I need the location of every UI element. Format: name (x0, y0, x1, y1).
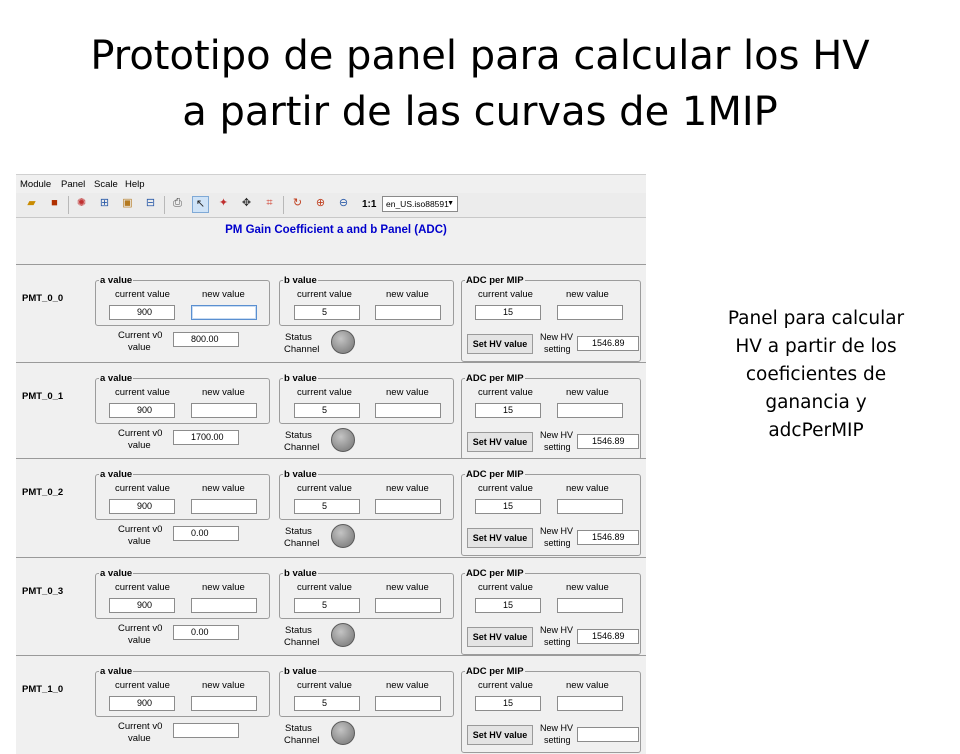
new-hv-setting-label: setting (544, 735, 571, 745)
adc-per-mip-legend: ADC per MIP (466, 666, 524, 677)
adc-new-field[interactable] (557, 598, 623, 613)
adc-current-field[interactable]: 15 (475, 403, 541, 418)
channel-label: Channel (284, 442, 320, 453)
status-led (331, 330, 355, 354)
menu-panel[interactable]: Panel (61, 179, 86, 190)
pmt-name: PMT_1_0 (22, 684, 64, 695)
status-label: Status (285, 723, 312, 734)
locale-value: en_US.iso88591 (386, 199, 449, 209)
adc-per-mip-legend: ADC per MIP (466, 568, 524, 579)
b-new-field[interactable] (375, 305, 441, 320)
status-led (331, 524, 355, 548)
pmt-row (16, 655, 646, 754)
a-current-field[interactable]: 900 (109, 598, 175, 613)
side-note-line: ganancia y (765, 392, 867, 413)
b-value-legend: b value (284, 275, 317, 286)
current-value-label: current value (478, 680, 533, 691)
b-new-field[interactable] (375, 403, 441, 418)
locale-select[interactable] (382, 196, 458, 212)
a-value-legend: a value (100, 373, 133, 384)
current-v0-label: Current v0 (118, 721, 163, 732)
adc-per-mip-group (461, 276, 641, 362)
open-folder-icon[interactable]: ▰ (27, 197, 36, 209)
b-value-legend: b value (284, 373, 317, 384)
new-value-label: new value (566, 483, 609, 494)
status-led (331, 623, 355, 647)
new-value-label: new value (566, 582, 609, 593)
channel-label: Channel (284, 637, 320, 648)
set-hv-button[interactable]: Set HV value (467, 334, 533, 354)
b-value-group (279, 276, 454, 326)
new-hv-label: New HV (540, 430, 574, 440)
a-current-field[interactable]: 900 (109, 403, 175, 418)
a-value-group (95, 374, 270, 424)
new-hv-label: New HV (540, 526, 574, 536)
a-value-legend: a value (100, 666, 133, 677)
a-current-field[interactable]: 900 (109, 499, 175, 514)
network-icon[interactable]: ⊟ (145, 197, 156, 209)
pmt-row (16, 362, 646, 461)
slide-title-line-2: a partir de las curvas de 1MIP (182, 89, 778, 135)
pmt-row (16, 458, 646, 557)
tree-icon[interactable]: ⊞ (99, 197, 110, 209)
move-icon[interactable]: ✥ (241, 197, 252, 209)
pmt-row (16, 264, 646, 363)
adc-per-mip-group (461, 667, 641, 753)
current-v0-value-label: value (128, 440, 151, 451)
b-value-group (279, 374, 454, 424)
new-value-label: new value (566, 289, 609, 300)
status-label: Status (285, 430, 312, 441)
side-note-line: coeficientes de (745, 364, 887, 385)
current-v0-label: Current v0 (118, 623, 163, 634)
current-v0-field[interactable]: 800.00 (173, 332, 239, 347)
a-new-field[interactable] (191, 305, 257, 320)
menu-module[interactable]: Module (20, 179, 52, 190)
menu-bar (16, 175, 646, 193)
b-current-field[interactable]: 5 (294, 305, 360, 320)
set-hv-button[interactable]: Set HV value (467, 627, 533, 647)
menu-help[interactable]: Help (125, 179, 145, 190)
adc-new-field[interactable] (557, 403, 623, 418)
set-hv-button[interactable]: Set HV value (467, 725, 533, 745)
a-value-group (95, 569, 270, 619)
current-value-label: current value (297, 483, 352, 494)
new-hv-label: New HV (540, 625, 574, 635)
toolbar-separator (283, 196, 284, 214)
zoom-1-1-button[interactable]: 1:1 (362, 199, 377, 210)
status-label: Status (285, 332, 312, 343)
new-value-label: new value (202, 483, 245, 494)
chevron-down-icon: ▼ (447, 200, 454, 207)
new-value-label: new value (566, 680, 609, 691)
zoom-in-icon[interactable]: ⊕ (315, 197, 326, 209)
status-led (331, 721, 355, 745)
new-hv-field[interactable]: 1546.89 (577, 530, 639, 545)
adc-new-field[interactable] (557, 305, 623, 320)
b-value-legend: b value (284, 666, 317, 677)
side-note (700, 305, 932, 445)
new-hv-setting-label: setting (544, 538, 571, 548)
current-value-label: current value (297, 680, 352, 691)
new-value-label: new value (202, 680, 245, 691)
b-current-field[interactable]: 5 (294, 696, 360, 711)
new-value-label: new value (202, 289, 245, 300)
app-screenshot (16, 174, 646, 746)
pmt-name: PMT_0_2 (22, 487, 64, 498)
b-new-field[interactable] (375, 499, 441, 514)
a-value-legend: a value (100, 275, 133, 286)
current-value-label: current value (115, 582, 170, 593)
new-hv-setting-label: setting (544, 442, 571, 452)
adc-current-field[interactable]: 15 (475, 499, 541, 514)
current-value-label: current value (115, 483, 170, 494)
slide-title (0, 28, 960, 140)
toolbar-separator (68, 196, 69, 214)
adc-current-field[interactable]: 15 (475, 598, 541, 613)
set-hv-button[interactable]: Set HV value (467, 432, 533, 452)
new-hv-field[interactable]: 1546.89 (577, 434, 639, 449)
a-new-field[interactable] (191, 499, 257, 514)
current-v0-value-label: value (128, 536, 151, 547)
refresh-icon[interactable]: ↻ (292, 197, 303, 209)
new-hv-field[interactable]: 1546.89 (577, 629, 639, 644)
new-hv-field[interactable] (577, 727, 639, 742)
current-value-label: current value (297, 582, 352, 593)
new-value-label: new value (386, 582, 429, 593)
new-hv-label: New HV (540, 332, 574, 342)
set-hv-button[interactable]: Set HV value (467, 528, 533, 548)
side-note-line: Panel para calcular (727, 308, 905, 329)
new-hv-setting-label: setting (544, 637, 571, 647)
close-icon[interactable]: ■ (51, 197, 58, 209)
side-note-line: adcPerMIP (768, 420, 864, 441)
panel-title: PM Gain Coefficient a and b Panel (ADC) (225, 224, 447, 236)
current-value-label: current value (297, 289, 352, 300)
current-value-label: current value (115, 289, 170, 300)
new-value-label: new value (386, 387, 429, 398)
new-hv-label: New HV (540, 723, 574, 733)
current-v0-value-label: value (128, 635, 151, 646)
module-gear-icon[interactable]: ✺ (76, 197, 87, 209)
toolbar (16, 193, 646, 218)
status-label: Status (285, 526, 312, 537)
channel-label: Channel (284, 735, 320, 746)
current-v0-value-label: value (128, 733, 151, 744)
current-value-label: current value (478, 289, 533, 300)
adc-new-field[interactable] (557, 499, 623, 514)
current-v0-field[interactable] (173, 723, 239, 738)
side-note-line: HV a partir de los (735, 336, 897, 357)
a-new-field[interactable] (191, 696, 257, 711)
pmt-name: PMT_0_0 (22, 293, 64, 304)
crop-icon[interactable]: ⌗ (266, 197, 273, 209)
adc-per-mip-group (461, 569, 641, 655)
magic-wand-icon[interactable]: ✦ (218, 197, 229, 209)
menu-scale[interactable]: Scale (94, 179, 118, 190)
b-current-field[interactable]: 5 (294, 499, 360, 514)
adc-per-mip-legend: ADC per MIP (466, 373, 524, 384)
adc-per-mip-legend: ADC per MIP (466, 275, 524, 286)
pointer-icon[interactable]: ↖ (192, 196, 209, 213)
current-value-label: current value (115, 680, 170, 691)
channel-label: Channel (284, 344, 320, 355)
pmt-name: PMT_0_3 (22, 586, 64, 597)
current-v0-value-label: value (128, 342, 151, 353)
adc-current-field[interactable]: 15 (475, 305, 541, 320)
a-value-group (95, 667, 270, 717)
new-value-label: new value (202, 582, 245, 593)
b-current-field[interactable]: 5 (294, 403, 360, 418)
a-value-legend: a value (100, 568, 133, 579)
new-value-label: new value (386, 680, 429, 691)
a-value-group (95, 470, 270, 520)
photo-icon[interactable]: ▣ (122, 197, 133, 209)
new-hv-field[interactable]: 1546.89 (577, 336, 639, 351)
new-value-label: new value (386, 483, 429, 494)
new-value-label: new value (202, 387, 245, 398)
current-v0-label: Current v0 (118, 524, 163, 535)
new-value-label: new value (566, 387, 609, 398)
a-new-field[interactable] (191, 403, 257, 418)
adc-per-mip-legend: ADC per MIP (466, 469, 524, 480)
b-new-field[interactable] (375, 696, 441, 711)
b-current-field[interactable]: 5 (294, 598, 360, 613)
current-value-label: current value (478, 582, 533, 593)
adc-per-mip-group (461, 470, 641, 556)
toolbar-separator (164, 196, 165, 214)
b-value-group (279, 569, 454, 619)
print-icon[interactable]: ⎙ (173, 197, 182, 209)
zoom-out-icon[interactable]: ⊖ (338, 197, 349, 209)
b-value-legend: b value (284, 568, 317, 579)
current-v0-field[interactable]: 1700.00 (173, 430, 239, 445)
current-value-label: current value (478, 483, 533, 494)
current-v0-field[interactable]: 0.00 (173, 526, 239, 541)
a-value-legend: a value (100, 469, 133, 480)
current-value-label: current value (115, 387, 170, 398)
status-led (331, 428, 355, 452)
status-label: Status (285, 625, 312, 636)
slide-title-line-1: Prototipo de panel para calcular los HV (90, 33, 870, 79)
current-v0-label: Current v0 (118, 330, 163, 341)
new-hv-setting-label: setting (544, 344, 571, 354)
adc-per-mip-group (461, 374, 641, 460)
adc-new-field[interactable] (557, 696, 623, 711)
a-current-field[interactable]: 900 (109, 696, 175, 711)
a-current-field[interactable]: 900 (109, 305, 175, 320)
b-value-legend: b value (284, 469, 317, 480)
b-new-field[interactable] (375, 598, 441, 613)
new-value-label: new value (386, 289, 429, 300)
a-value-group (95, 276, 270, 326)
pmt-row (16, 557, 646, 656)
current-v0-field[interactable]: 0.00 (173, 625, 239, 640)
current-v0-label: Current v0 (118, 428, 163, 439)
b-value-group (279, 470, 454, 520)
channel-label: Channel (284, 538, 320, 549)
pmt-name: PMT_0_1 (22, 391, 64, 402)
current-value-label: current value (478, 387, 533, 398)
adc-current-field[interactable]: 15 (475, 696, 541, 711)
current-value-label: current value (297, 387, 352, 398)
b-value-group (279, 667, 454, 717)
a-new-field[interactable] (191, 598, 257, 613)
